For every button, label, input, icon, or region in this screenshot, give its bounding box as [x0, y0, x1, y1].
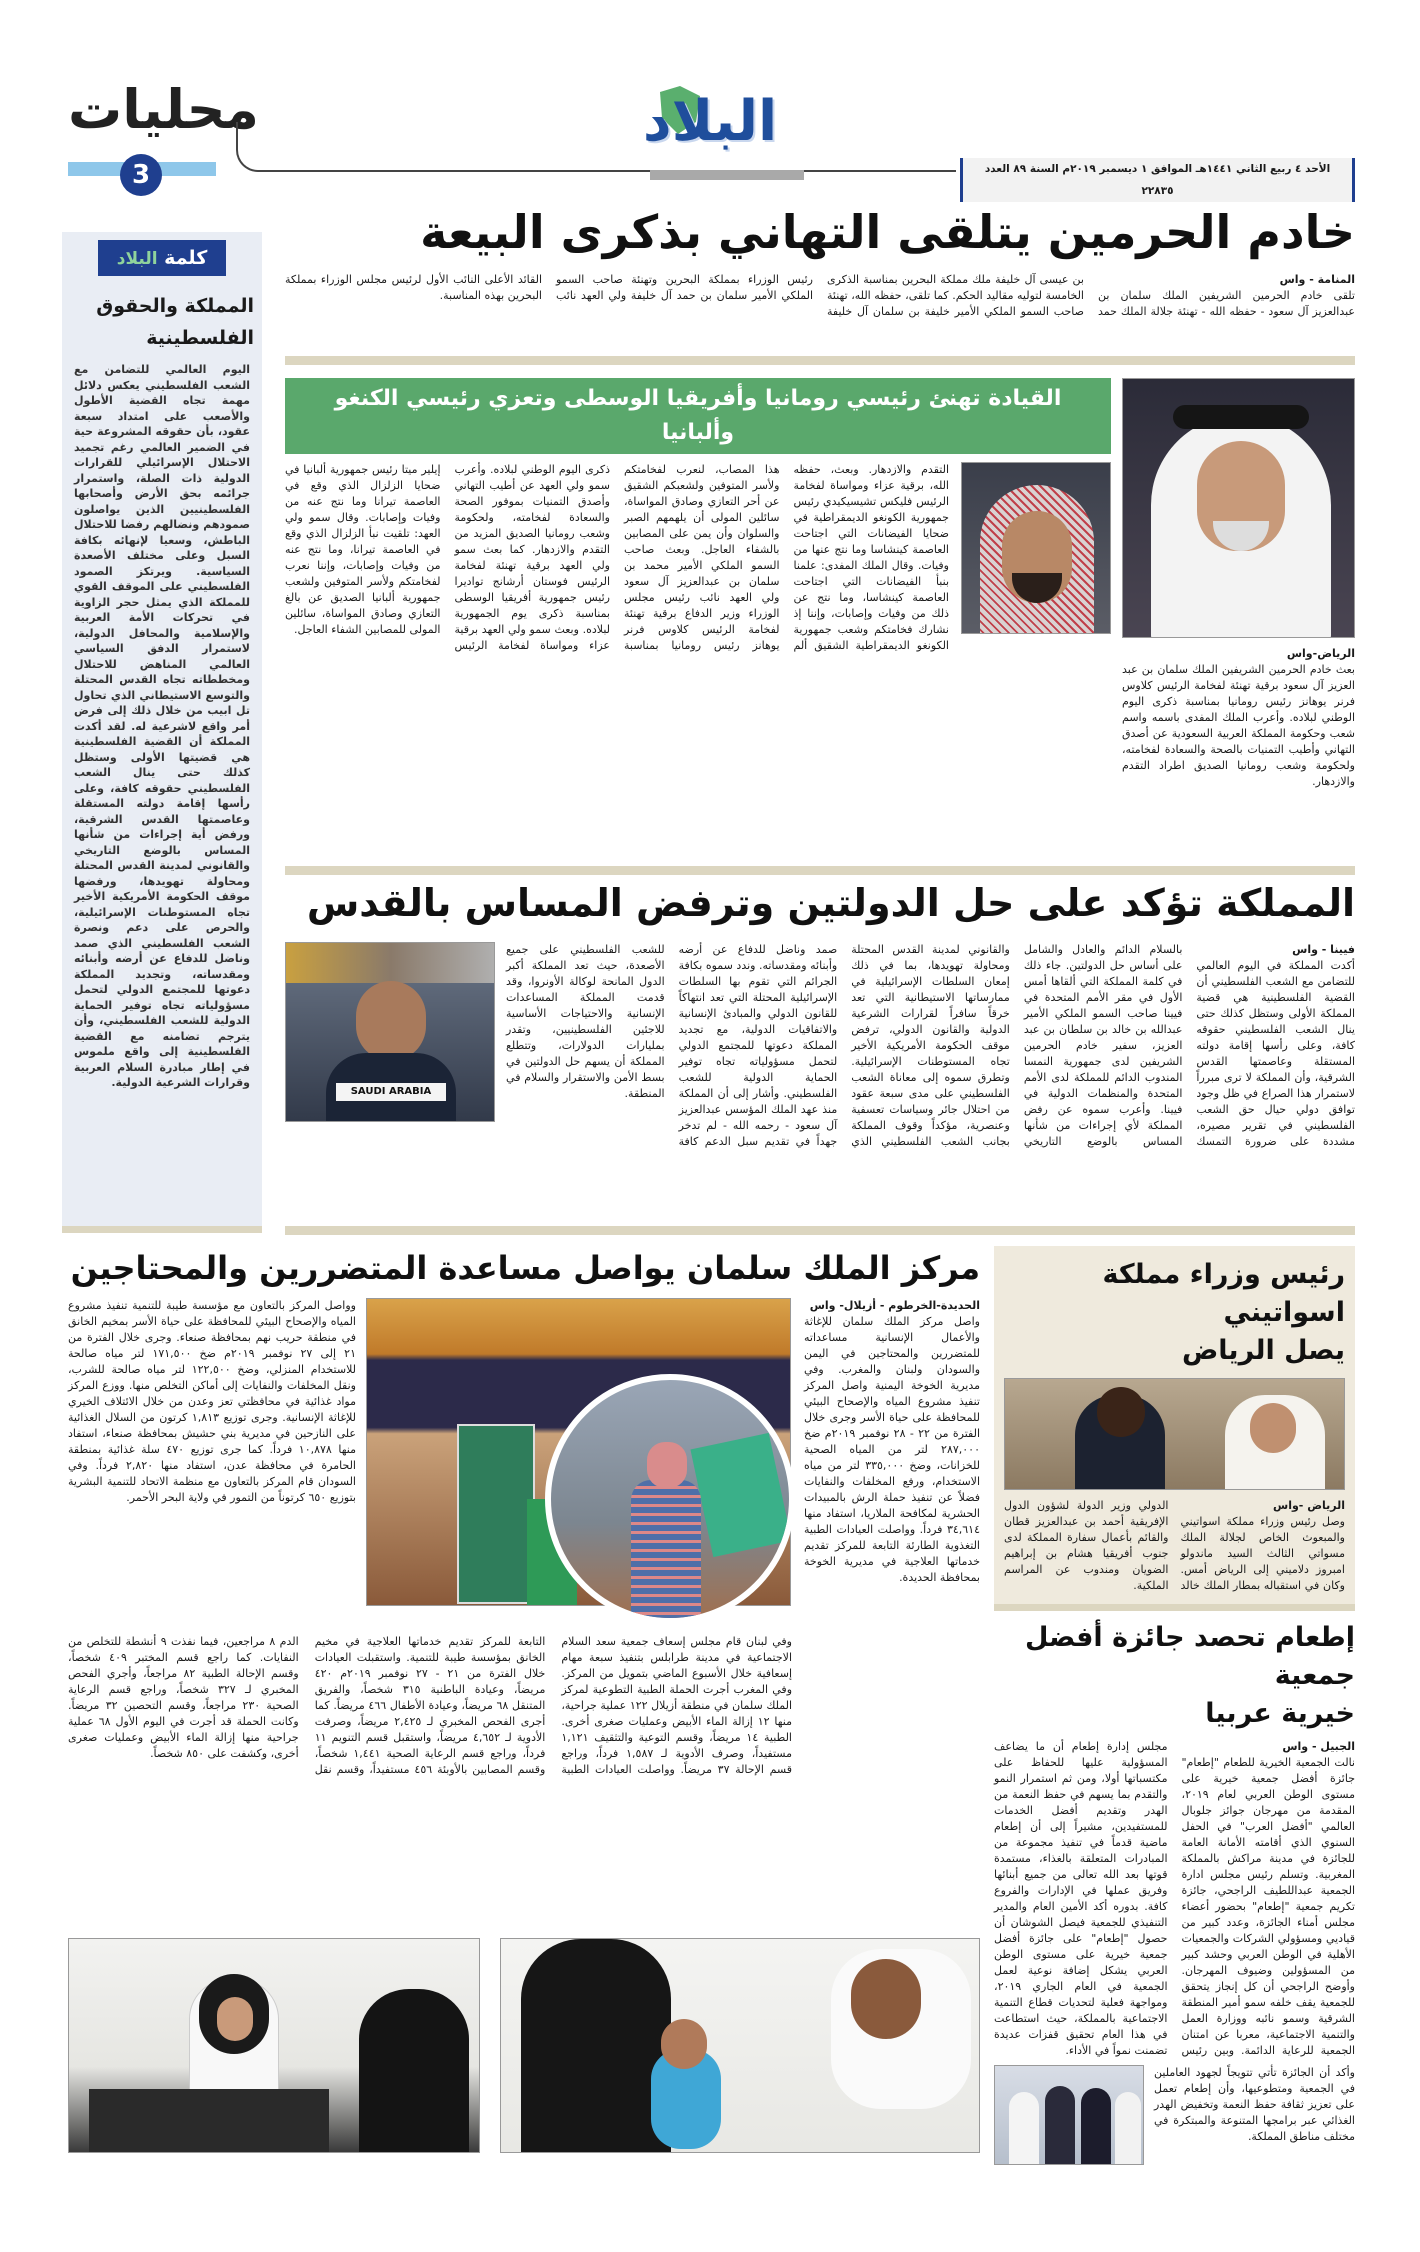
- story2-dateline: فيينا - واس: [1292, 943, 1355, 956]
- story1b-body: [285, 462, 949, 654]
- story3-left-column: وواصل المركز بالتعاون مع مؤسسة طيبة للتنمية تنفيذ مشروع المياه والإصحاح البيئي للمحافظة على حياة الأسر بمخيم الخانق في منطقة حريب نهم بمحافظة صنعاء. وجرى خلال الفترة من ٢١ إلى ٢٧ نوفمبر ٢٠١٩م ضخ ١٧١,٥٠٠ لتر مياه صالحة للاستخدام المنزلي، وضخ ١٢٢,٥٠٠ لتر مياه صالحة للشرب، ونقل المخلفات والنفايات إلى أماكن التخلص منها. ووزع المركز مواد غذائية في محافظتي تعز وعدن من خلال الائتلاف الخيري للإغاثة الإنسانية. وجرى توزيع ١,٨١٣ كرتون من السلال الغذائية على النازحين في مديرية بني حشيش بمحافظة صنعاء، استفاد منها ١٠,٨٧٨ فرداً. كما جرى توزيع ٤٧٠ سلة غذائية بمنطقة الحامرة في محافظة عدن، استفاد منها ٢,٨٢٠ فرداً. وفي السودان قام المركز بالتعاون مع منظمة الاتحاد للتنمية البشرية بتوزيع ٦٥٠ كرتوناً من التمور في ولاية البحر الأحمر.: [68, 1299, 356, 1504]
- section-divider: [285, 356, 1355, 365]
- story5-text: نالت الجمعية الخيرية للطعام "إطعام" جائزة أفضل جمعية خيرية على مستوى الوطن العربي لعام ٢٠١٩، المقدمة من مهرجان جوائز جلوبال العالمي "أفضل العرب" في الحفل السنوي الذي أقامته الأمانة العامة للجائزة في مدينة مراكش بالمملكة المغربية. وتسلم رئيس مجلس ادارة الجمعية عبداللطيف الراجحي، جائزة تكريم جمعية "إطعام" بحضور أعضاء مجلس أمناء الجائزة، وعدد كبير من قياديي ومسؤولي الشركات والجمعيات الأهلية في الوطن العربي وحشد كبير من المسؤولين وضيوف المهرجان. وأوضح الراجحي أن كل إنجاز يتحقق للجمعية يقف خلفه سمو أمير المنطقة الشرقية وسمو نائبه ووزارة العمل والتنمية الاجتماعية، معربا عن امتنان الجمعية للرعاية الدائمة. وبين رئيس مجلس إدارة إطعام أن ما يضاعف المسؤولية عليها للحفاظ على مكتسباتها أولا، ومن ثم استمرار النمو والتقدم بما يسهم في حفظ النعمة من الهدر وتقديم أفضل الخدمات للمستفيدين، مشيراً إلى أن إطعام ماضية قدماً في تنفيذ مجموعة من المبادرات المتعلقة بالغذاء، مستمدة قوتها بعد الله تعالى من جميع أبنائها وفريق عملها في الإدارات والفروع كافة. بدوره أكد الأمين العام والمدير التنفيذي للجمعية فيصل الشوشان أن حصول "إطعام" على جائزة أفضل جمعية خيرية على مستوى الوطن العربي يشكل إضافة نوعية لعمل الجمعية في العام الجاري ٢٠١٩، ومواجهة فعلية لتحديات قطاع التنمية الاجتماعية بالمملكة، حيث استطاعت في هذا العام تحقيق قفزات عديدة تضمنت نمواً في الأداء.: [994, 1740, 1355, 2057]
- story1-headline: خادم الحرمين يتلقى التهاني بذكرى البيعة: [420, 205, 1355, 259]
- story3-content: [68, 1298, 980, 2158]
- story2-headline: المملكة تؤكد على حل الدولتين وترفض المساس بالقدس: [306, 881, 1355, 925]
- badge-word: كلمة: [164, 247, 208, 269]
- story4-dateline: الرياض -واس: [1273, 1499, 1345, 1512]
- story4-headline-line2: يصل الرياض: [1181, 1335, 1345, 1366]
- date-bar: [960, 158, 1355, 202]
- logo: [620, 82, 800, 172]
- section-title: محليات: [68, 78, 259, 141]
- page-number-badge: [120, 154, 162, 196]
- story1b-headline-bar: [285, 378, 1111, 454]
- story3-dateline: الحديدة-الخرطوم - أزيلال- واس: [809, 1299, 980, 1312]
- story4-text: وصل رئيس وزراء مملكة اسواتيني والمبعوث الخاص لجلالة الملك مسواتي الثالث السيد ماندولو امبروز دلاميني إلى الرياض أمس. وكان في استقباله بمطار الملك خالد الدولي وزير الدولة لشؤون الدول الإفريقية أحمد بن عبدالعزيز قطان والقائم بأعمال سفارة المملكة لدى جنوب أفريقيا هشام بن إبراهيم الضويان ومندوب عن المراسم الملكية.: [1004, 1499, 1345, 1592]
- editorial-sidebar: [62, 232, 262, 1226]
- story3-section: [68, 1246, 980, 2158]
- crown-prince-photo: [961, 462, 1111, 634]
- section-divider: [285, 866, 1355, 875]
- story5-headline-line1: إطعام تحصد جائزة أفضل جمعية: [1025, 1622, 1355, 1691]
- story4-bottom-rule: [994, 1604, 1355, 1611]
- sidebar-bottom-rule: [62, 1226, 262, 1233]
- masthead-rule: [236, 122, 956, 172]
- story4-headline-line1: رئيس وزراء مملكة اسواتيني: [1102, 1259, 1345, 1328]
- story4-photo: [1004, 1378, 1345, 1490]
- story3-body: وفي لبنان قام مجلس إسعاف جمعية سعد السلام الاجتماعية في مدينة طرابلس بتنفيذ سبعة مهام إسعافية خلال الأسبوع الماضي بتمويل من المركز. وفي المغرب أجرت الحملة الطبية التطوعية لمركز الملك سلمان في منطقة أزيلال ١٢٢ عملية جراحية، منها ١٢ إزالة الماء الأبيض وعمليات صغرى أخرى. الطبية ١٤ مريضاً، وقسم التوعية والتثقيف ١,١٢١ مستفيداً، وصرف الأدوية لـ ١,٥٨٧ فرداً، وراجع قسم الإحالة ٣٧ مريضاً. وواصلت العيادات الطبية التابعة للمركز تقديم خدماتها العلاجية في مخيم الخانق بمؤسسة طيبة للتنمية. واستقبلت العيادات خلال الفترة من ٢١ - ٢٧ نوفمبر ٢٠١٩م ٤٢٠ مريضاً، وعيادة الباطنية ٣١٥ شخصاً، والفريق المتنقل ٦٨ مريضاً، وعيادة الأطفال ٤٦٦ مريضاً. كما أجرى الفحص المخبري لـ ٢,٤٢٥ مريضاً، وصرفت الأدوية لـ ٤,٦٥٢ مريضاً، واستقبل قسم التنويم ١١ فرداً، وراجع قسم الرعاية الصحية ١,٤٤١ شخصاً، وقسم المصابين بالأوبئة ٤٥٦ مستفيداً، وقسم نقل الدم ٨ مراجعين، فيما نفذت ٩ أنشطة للتخلص من النفايات. كما راجع قسم المختبر ٤٠٩ شخصاً، وقسم الإحالة الطبية ٨٢ مراجعاً، وأجري الفحص المخبري لـ ٣٢٧ شخصاً، وراجع قسم الرعاية الصحية ٢٣٠ مراجعاً، وقسم التحصين ٣٢ مريضاً. وكانت الحملة قد أجرت في اليوم الأول ٦٨ عملية جراحية منها إزالة الماء الأبيض وعمليات صغرى أخرى، وكشفت على ٨٥٠ شخصاً.: [68, 1635, 792, 1776]
- story3-lead-text: واصل مركز الملك سلمان للإغاثة والأعمال الإنسانية مساعداته للمتضررين والمحتاجين في اليمن والسودان ولبنان والمغرب. وفي مديرية الخوخة اليمنية واصل المركز تنفيذ مشروع المياه والإصحاح البيئي للمحافظة على حياة الأسر وجرى خلال الفترة من ٢٢ - ٢٨ نوفمبر ٢٠١٩م ضخ ٢٨٧,٠٠٠ لتر من المياه الصحية للخزانات، وضخ ٣٣٥,٠٠٠ لتر من مياه الاستخدام، ورفع المخلفات والنفايات فضلاً عن تنفيذ حملة الرش بالمبيدات الحشرية لمكافحة الملاريا، استفاد منها ٣٤,٦١٤ فرداً. وواصلت العيادات الطبية التغذوية الطارئة التابعة للمركز تقديم خدماتها العلاجية في مديرية الخوخة بمحافظة الحديدة.: [804, 1315, 981, 1584]
- story2-text: أكدت المملكة في اليوم العالمي للتضامن مع الشعب الفلسطيني أن القضية الفلسطينية هي قضية المملكة الأولى وستظل كذلك حتى ينال الشعب الفلسطيني حقوقه كافة، وعلى رأسها إقامة دولته المستقلة وعاصمتها القدس الشرقية، وأن المملكة لا ترى مبرراً لاستمرار هذا الصراع في ظل وجود توافق دولي حيال حق الشعب الفلسطيني في تقرير مصيره، مشددة على ضرورة التمسك بالسلام الدائم والعادل والشامل على أساس حل الدولتين. جاء ذلك في كلمة المملكة التي ألقاها أمس الأول في مقر الأمم المتحدة في فيينا صاحب السمو الملكي الأمير عبدالله بن خالد بن سلطان بن عبد العزيز، سفير خادم الحرمين الشريفين لدى جمهورية النمسا المندوب الدائم للمملكة لدى الأمم المتحدة والمنظمات الدولية في فيينا. وأعرب سموه عن رفض المملكة لأي إجراءات من شأنها المساس بالوضع التاريخي والقانوني لمدينة القدس المحتلة ومحاولة تهويدها، بما في ذلك إمعان السلطات الإسرائيلية في ممارساتها الاستيطانية التي تعد خرقاً سافراً لقرارات الشرعية الدولية والقانون الدولي، ترفض موقف الحكومة الأمريكية الأخير تجاه المستوطنات الإسرائيلية. وتطرق سموه إلى معاناة الشعب الفلسطيني على مدى سبعة عقود من احتلال جائر وسياسات تعسفية وعنصرية، مؤكداً وقوف المملكة بجانب الشعب الفلسطيني الذي صمد وناضل للدفاع عن أرضه وأبنائه ومقدساته. وندد سموه بكافة الجرائم التي تقوم بها السلطات الإسرائيلية المحتلة التي تعد انتهاكاً للقانون الدولي والمبادئ الإنسانية والاتفاقيات الدولية، مع تجديد المملكة دعوتها للمجتمع الدولي لتحمل مسؤولياته تجاه توفير الحماية الدولية للشعب الفلسطيني. وأشار إلى أن المملكة منذ عهد الملك المؤسس عبدالعزيز آل سعود - رحمه الله - لم تدخر جهداً في تقديم سبل الدعم كافة للشعب الفلسطيني على جميع الأصعدة، حيث تعد المملكة أكبر الدول المانحة لوكالة الأونروا، وقد قدمت المملكة المساعدات الإنسانية والاحتياجات الأساسية للاجئين الفلسطينيين، وتقدر بمليارات الدولارات، وتتطلع المملكة أن يسهم حل الدولتين في بسط الأمن والاستقرار والسلام في المنطقة.: [506, 943, 1355, 1148]
- award-photo: [994, 2065, 1144, 2165]
- aid-boxes-photo: [545, 1374, 795, 1624]
- logo-text: البلاد: [642, 89, 778, 154]
- logo-underbar: [650, 170, 804, 180]
- right-column: [994, 1246, 1355, 2165]
- badge-logo: البلاد: [116, 249, 158, 269]
- section-divider: [285, 1226, 1355, 1235]
- clinic-photo-child: [500, 1938, 980, 2153]
- story1b-lead: [1122, 646, 1355, 790]
- story1-dateline: المنامة - واس: [1279, 273, 1355, 286]
- story1b-lead-text: بعث خادم الحرمين الشريفين الملك سلمان بن عبد العزيز آل سعود برقية تهنئة لفخامة الرئيس كلاوس فرنر يوهانز رئيس رومانيا بمناسبة ذكرى اليوم الوطني لبلاده. وأعرب الملك المفدى باسمه واسم شعب وحكومة المملكة العربية السعودية عن أصدق التهاني وأطيب التمنيات بالصحة والسعادة لفخامته، ولحكومة وشعب رومانيا الصديق اطراد التقدم والازدهار.: [1122, 663, 1355, 788]
- king-photo: [1122, 378, 1355, 638]
- story2-photo: [285, 942, 495, 1122]
- story4-box: [994, 1246, 1355, 1604]
- date-line: الأحد ٤ ربيع الثاني ١٤٤١هـ الموافق ١ ديسمبر ٢٠١٩م السنة ٨٩ العدد ٢٢٨٣٥: [984, 163, 1331, 197]
- story5-body: [994, 1739, 1355, 2059]
- story3-lead: [804, 1298, 980, 1586]
- story1b-text: التقدم والازدهار. وبعث، حفظه الله، برقية عزاء ومواساة لفخامة الرئيس فليكس تشيسيكيدي رئيس جمهورية الكونغو الديمقراطية في ضحايا الفيضانات التي اجتاحت العاصمة كينشاسا وما نتج عنها من وفيات. وقال الملك المفدى: علمنا بنبأ الفيضانات التي اجتاحت العاصمة كينشاسا، وما نتج عن ذلك من وفيات وإصابات، وإننا إذ نشارك فخامتكم وشعب جمهورية الكونغو الديمقراطية الشقيق ألم هذا المصاب، لنعرب لفخامتكم ولأسر المتوفين ولشعبكم الشقيق عن أحر التعازي وصادق المواساة، سائلين المولى أن يلهمهم الصبر والسلوان وأن يمن على المصابين بالشفاء العاجل. وبعث صاحب السمو الملكي الأمير محمد بن سلمان بن عبدالعزيز آل سعود ولي العهد نائب رئيس مجلس الوزراء وزير الدفاع برقية تهنئة لفخامة الرئيس كلاوس فرنر يوهانز رئيس رومانيا بمناسبة ذكرى اليوم الوطني لبلاده. وأعرب سمو ولي العهد عن أطيب التهاني وأصدق التمنيات بموفور الصحة والسعادة لفخامته، ولحكومة وشعب رومانيا الصديق المزيد من التقدم والازدهار. كما بعث سمو ولي العهد برقية تهنئة لفخامة الرئيس فوستان أرشانج تواديرا رئيس جمهورية أفريقيا الوسطى بمناسبة ذكرى يوم الجمهورية لبلاده. وبعث سمو ولي العهد برقية عزاء ومواساة لفخامة الرئيس إيلير ميتا رئيس جمهورية ألبانيا في ضحايا الزلزال الذي وقع في العاصمة تيرانا وما نتج عنه من وفيات وإصابات. وقال سمو ولي العهد: تلقيت نبأ الزلزال الذي وقع في العاصمة تيرانا، وما نتج عنه من وفيات وإصابات، وإننا نعرب لفخامتكم ولأسر المتوفين ولشعب جمهورية ألبانيا الصديق عن بالغ التعازي وصادق المواساة، سائلين المولى للمصابين الشفاء العاجل.: [285, 463, 949, 652]
- story5-headline-line2: خيرية عربيا: [1205, 1698, 1355, 1729]
- story5-dateline: الجبيل - واس: [1282, 1740, 1355, 1753]
- story1b-dateline: الرياض-واس: [1286, 647, 1355, 660]
- editorial-badge: [98, 240, 226, 276]
- page-number: 3: [131, 160, 151, 190]
- story1-text: تلقى خادم الحرمين الشريفين الملك سلمان بن عبدالعزيز آل سعود - حفظه الله - تهنئة جلالة الملك حمد بن عيسى آل خليفة ملك مملكة البحرين بمناسبة الذكرى الخامسة لتوليه مقاليد الحكم. كما تلقى، حفظه الله، تهنئة صاحب السمو الملكي الأمير خليفة بن سلمان آل خليفة رئيس الوزراء بمملكة البحرين وتهنئة صاحب السمو الملكي الأمير سلمان بن حمد آل خليفة ولي العهد نائب القائد الأعلى النائب الأول لرئيس مجلس الوزراء بمملكة البحرين بهذه المناسبة.: [285, 273, 1355, 318]
- story5-narrow-column: وأكد أن الجائزة تأتي تتويجاً لجهود العاملين في الجمعية ومتطوعيها، وأن إطعام تعمل على تعزيز ثقافة حفظ النعمة وتخفيض الهدر الغذائي عبر برامجها المتنوعة والمبتكرة في مختلف مناطق المملكة.: [1154, 2066, 1355, 2143]
- clinic-photo-doctor: [68, 1938, 480, 2153]
- story2-body: [506, 942, 1355, 1150]
- story1b-headline: القيادة تهنئ رئيسي رومانيا وأفريقيا الوسطى وتعزي رئيسي الكنغو وألبانيا: [334, 386, 1062, 445]
- editorial-body: اليوم العالمي للتضامن مع الشعب الفلسطيني يعكس دلائل مهمة تجاه القضية الأطول والأصعب على امتداد سبعة عقود، بأن حقوقه المشروعة حية في الضمير العالمي رغم تجميد الاحتلال الإسرائيلي للقرارات الدولية ذات الصلة، واستمرار جرائمه بحق الأرض وأصحابها الفلسطينيين الذين يواصلون صمودهم ونضالهم رفضا للاحتلال الباطش، وسعيا لإنهائه بكافة السبل وعلى مختلف الأصعدة السياسية. ويرتكز الصمود الفلسطيني على الموقف القوي للمملكة الذي يمثل حجر الزاوية في تحركات الأمة العربية والإسلامية والمحافل الدولية، لاستمرار الدفق السياسي العالمي المناهض للاحتلال ومخططاته تجاه القدس المحتلة والتوسع الاستيطاني الذي تحاول تل ابيب من خلال ذلك إلى فرض أمر واقع لاشرعية له. لقد أكدت المملكة أن القضية الفلسطينية هي قضيتها الأولى وستظل كذلك حتى ينال الشعب الفلسطيني حقوقه كافة، وعلى رأسها إقامة دولته المستقلة وعاصمتها القدس الشرقية، ورفض أية إجراءات من شأنها المساس بالوضع التاريخي والقانوني لمدينة القدس المحتلة ومحاولة تهويدها، ورفضها موقف الحكومة الأمريكية الأخير تجاه المستوطنات الإسرائيلية، والحرص على دعم ونصرة الشعب الفلسطيني الذي صمد وناضل للدفاع عن أرضه وأبنائه ومقدساته، وتجديد المملكة دعوتها للمجتمع الدولي لتحمل مسؤولياته تجاه توفير الحماية الدولية للشعب الفلسطيني، وأن يترجم تضامنه مع القضية الفلسطينية إلى واقع ملموس في إطار مبادرة السلام العربية وقرارات الشرعية الدولية.: [74, 363, 250, 1089]
- story4-body: [1004, 1498, 1345, 1594]
- country-placard: SAUDI ARABIA: [336, 1083, 446, 1101]
- story3-headline: مركز الملك سلمان يواصل مساعدة المتضررين والمحتاجين: [70, 1249, 980, 1287]
- editorial-title: المملكة والحقوق الفلسطينية: [96, 295, 254, 349]
- story1b-content: [285, 462, 1111, 654]
- story1b-section: [285, 378, 1111, 654]
- story1-body: [285, 272, 1355, 320]
- story5-photo-row: [994, 2065, 1355, 2165]
- masthead: [0, 0, 1420, 200]
